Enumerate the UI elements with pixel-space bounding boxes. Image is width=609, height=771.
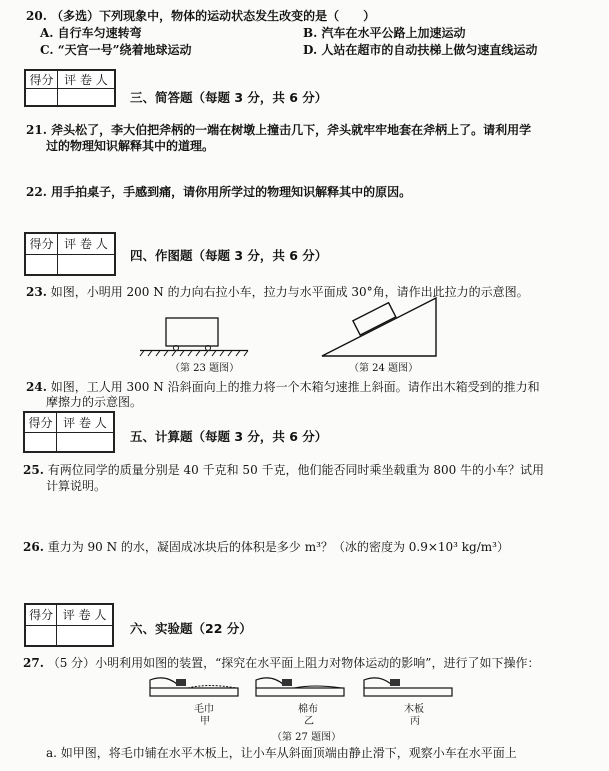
q24-line2: 摩擦力的示意图。	[46, 395, 143, 409]
q20-option-b: B. 汽车在水平公路上加速运动	[303, 26, 466, 40]
q26	[23, 538, 509, 555]
reviewer-cell[interactable]	[57, 254, 114, 275]
score-cell[interactable]	[26, 254, 58, 275]
q21-number: 21.	[26, 123, 47, 137]
fig27-caption: （第 27 题图）	[272, 732, 342, 743]
cart-top	[390, 679, 400, 686]
fig27-name-3: 丙	[410, 716, 420, 727]
fig27-name-1: 甲	[200, 716, 210, 727]
q23-number: 23.	[26, 285, 47, 299]
grader-box-sec5	[23, 411, 115, 453]
section-3-title: 三、简答题（每题 3 分，共 6 分）	[130, 90, 328, 105]
cart-body	[166, 318, 218, 346]
fig27-material-2: 棉布	[298, 704, 318, 715]
q27-text: （5 分）小明利用如图的装置，“探究在水平面上阻力对物体运动的影响”，进行了如下操作：	[47, 656, 540, 670]
q26-number: 26.	[23, 540, 44, 554]
q27-number: 27.	[23, 656, 44, 670]
fig23-caption: （第 23 题图）	[170, 363, 240, 374]
q26-text: 重力为 90 N 的水，凝固成冰块后的体积是多少 m³？（冰的密度为 0.9×10³ kg/m³）	[47, 540, 509, 554]
fig27-name-2: 乙	[304, 716, 314, 727]
score-label: 得分	[26, 234, 58, 255]
grader-box-sec6	[24, 603, 114, 647]
reviewer-label: 评 卷 人	[57, 234, 114, 255]
q25-number: 25.	[23, 463, 44, 477]
q27	[23, 654, 539, 671]
q24-text: 如图，工人用 300 N 沿斜面向上的推力将一个木箱匀速推上斜面。请作出木箱受到的推力和	[50, 380, 540, 394]
q25-text: 有两位同学的质量分别是 40 千克和 50 千克，他们能否同时乘坐载重为 800 牛的小车？试用	[47, 463, 545, 477]
q23	[26, 283, 529, 300]
ramp-figure-cotton	[254, 670, 348, 700]
fig27-material-1: 毛巾	[194, 704, 214, 715]
q20-option-a: A. 自行车匀速转弯	[40, 26, 142, 40]
cart-top	[282, 679, 292, 686]
q21-line2: 过的物理知识解释其中的道理。	[46, 139, 215, 153]
q25-line2: 计算说明。	[46, 479, 107, 493]
q23-text: 如图，小明用 200 N 的力向右拉小车，拉力与水平面成 30°角，请作出此拉力的示意图。	[50, 285, 529, 299]
reviewer-cell[interactable]	[56, 432, 113, 452]
section-5-title: 五、计算题（每题 3 分，共 6 分）	[130, 429, 328, 444]
q20-stem	[26, 7, 375, 24]
score-cell[interactable]	[26, 89, 58, 106]
q27a: a. 如甲图，将毛巾铺在水平木板上，让小车从斜面顶端由静止滑下，观察小车在水平面上	[46, 746, 517, 760]
section-6-title: 六、实验题（22 分）	[130, 621, 252, 636]
incline-figure	[318, 294, 442, 358]
score-label: 得分	[26, 605, 57, 626]
q20-option-c: C. “天宫一号”绕着地球运动	[40, 43, 192, 57]
reviewer-label: 评 卷 人	[57, 71, 114, 89]
fig27-material-3: 木板	[404, 704, 424, 715]
q21-text: 斧头松了，李大伯把斧柄的一端在树墩上撞击几下，斧头就牢牢地套在斧柄上了。请利用学	[51, 123, 532, 137]
cart-figure	[138, 312, 250, 358]
incline-box	[353, 303, 396, 335]
fig24-caption: （第 24 题图）	[349, 363, 419, 374]
q22	[26, 183, 411, 200]
reviewer-cell[interactable]	[57, 89, 114, 106]
score-cell[interactable]	[26, 625, 57, 646]
q25-line1	[23, 461, 544, 478]
grader-box-sec4	[24, 232, 116, 276]
q21-line1	[26, 121, 531, 138]
score-label: 得分	[25, 413, 57, 433]
ramp-figure-board	[362, 670, 456, 700]
grader-box-sec3	[24, 69, 116, 107]
cart-top	[176, 679, 186, 686]
score-label: 得分	[26, 71, 58, 89]
score-cell[interactable]	[25, 432, 57, 452]
ground-hatching	[140, 351, 248, 357]
q20-text: （多选）下列现象中，物体的运动状态发生改变的是（ ）	[51, 9, 376, 23]
section-4-title: 四、作图题（每题 3 分，共 6 分）	[130, 248, 328, 263]
q22-number: 22.	[26, 185, 47, 199]
incline-ramp	[322, 298, 436, 356]
reviewer-label: 评 卷 人	[56, 413, 113, 433]
q24-number: 24.	[26, 380, 47, 394]
q20-number: 20.	[26, 9, 47, 23]
reviewer-label: 评 卷 人	[57, 605, 113, 626]
q22-text: 用手拍桌子，手感到痛，请你用所学过的物理知识解释其中的原因。	[51, 185, 412, 199]
reviewer-cell[interactable]	[57, 625, 113, 646]
q20-option-d: D. 人站在超市的自动扶梯上做匀速直线运动	[303, 43, 538, 57]
ramp-figure-towel	[148, 670, 242, 700]
